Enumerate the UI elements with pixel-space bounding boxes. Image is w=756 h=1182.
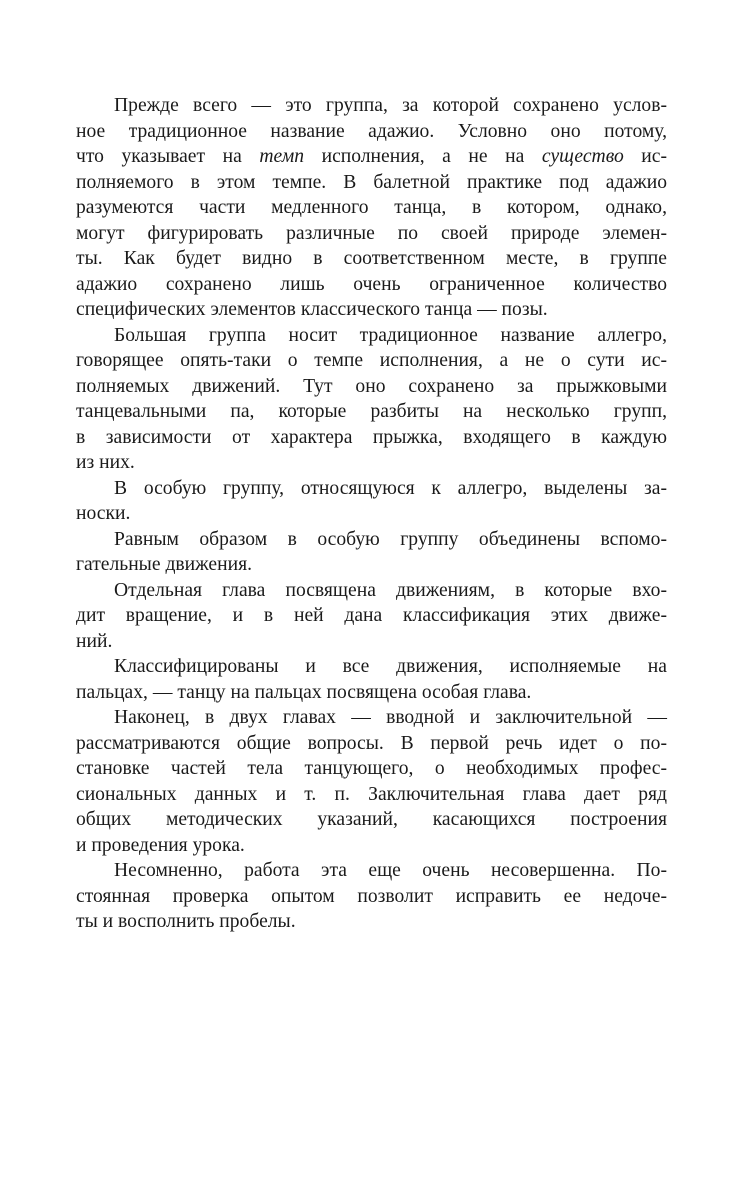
text-fragment: Большая группа носит традиционное название аллегро, — [114, 324, 667, 346]
text-line — [76, 807, 667, 833]
text-line — [76, 731, 667, 757]
text-line — [76, 297, 667, 323]
text-fragment: носки. — [76, 503, 131, 524]
text-fragment: ты и восполнить пробелы. — [76, 911, 296, 932]
text-line — [76, 476, 667, 502]
text-line — [76, 399, 667, 425]
text-fragment: ное традиционное название адажио. Условно оно потому, — [76, 120, 667, 142]
text-fragment: исполнения, а не на — [304, 146, 542, 167]
text-fragment: адажио сохранено лишь очень ограниченное количество — [76, 273, 667, 295]
text-fragment: Прежде всего — это группа, за которой сохранено услов- — [114, 95, 667, 116]
paragraph — [76, 578, 667, 655]
text-fragment: ты. Как будет видно в соответственном месте, в группе — [76, 248, 667, 269]
paragraph — [76, 705, 667, 858]
text-fragment: говорящее опять-таки о темпе исполнения, а не о сути ис- — [76, 350, 667, 371]
text-line — [76, 374, 667, 400]
text-fragment: сиональных данных и т. п. Заключительная глава дает ряд — [76, 783, 667, 805]
text-fragment: в зависимости от характера прыжка, входящего в каждую — [76, 426, 667, 448]
text-line — [76, 246, 667, 272]
text-fragment: Равным образом в особую группу объединены вспомо- — [114, 528, 667, 550]
text-line — [76, 756, 667, 782]
italic-term: темп — [259, 146, 305, 167]
text-fragment: из них. — [76, 452, 135, 473]
text-fragment: могут фигурировать различные по своей природе элемен- — [76, 222, 667, 244]
text-line — [76, 527, 667, 553]
text-fragment: общих методических указаний, касающихся построения — [76, 809, 667, 830]
text-line — [76, 909, 667, 935]
paragraph — [76, 476, 667, 527]
text-line — [76, 170, 667, 196]
text-fragment: дит вращение, и в ней дана классификация этих движе- — [76, 605, 667, 626]
text-line — [76, 603, 667, 629]
text-line — [76, 450, 667, 476]
text-line — [76, 348, 667, 374]
text-line — [76, 629, 667, 655]
text-fragment: Наконец, в двух главах — вводной и заключительной — — [114, 707, 667, 728]
text-fragment: специфических элементов классического танца — позы. — [76, 299, 548, 320]
text-fragment: полняемого в этом темпе. В балетной практике под адажио — [76, 171, 667, 193]
text-fragment: полняемых движений. Тут оно сохранено за прыжковыми — [76, 375, 667, 397]
text-line — [76, 782, 667, 808]
paragraph — [76, 858, 667, 935]
paragraph — [76, 323, 667, 476]
text-fragment: стоянная проверка опытом позволит исправить ее недоче- — [76, 885, 667, 907]
text-fragment: В особую группу, относящуюся к аллегро, выделены за- — [114, 477, 667, 499]
text-fragment: Несомненно, работа эта еще очень несовершенна. По- — [114, 860, 667, 881]
text-line — [76, 578, 667, 604]
text-line — [76, 221, 667, 247]
text-line — [76, 858, 667, 884]
text-fragment: рассматриваются общие вопросы. В первой речь идет о по- — [76, 732, 667, 754]
text-line — [76, 705, 667, 731]
page-body — [76, 93, 667, 935]
text-line — [76, 884, 667, 910]
text-fragment: разумеются части медленного танца, в котором, однако, — [76, 197, 667, 218]
text-line — [76, 501, 667, 527]
paragraph — [76, 93, 667, 323]
text-line — [76, 552, 667, 578]
text-line — [76, 144, 667, 170]
text-fragment: Классифицированы и все движения, исполняемые на — [114, 656, 667, 677]
text-fragment: Отдельная глава посвящена движениям, в которые вхо- — [114, 579, 667, 601]
text-line — [76, 195, 667, 221]
text-line — [76, 272, 667, 298]
paragraph — [76, 527, 667, 578]
text-line — [76, 680, 667, 706]
paragraph — [76, 654, 667, 705]
text-fragment: становке частей тела танцующего, о необходимых профес- — [76, 758, 667, 779]
text-fragment: ний. — [76, 630, 113, 652]
text-line — [76, 93, 667, 119]
text-fragment: и проведения урока. — [76, 834, 245, 856]
italic-term: существо — [541, 146, 624, 167]
text-fragment: танцевальными па, которые разбиты на несколько групп, — [76, 401, 667, 422]
text-fragment: пальцах, — танцу на пальцах посвящена особая глава. — [76, 681, 532, 703]
text-fragment: ис- — [623, 146, 668, 167]
text-fragment: что указывает на — [76, 146, 260, 167]
text-fragment: гательные движения. — [76, 554, 253, 575]
text-line — [76, 654, 667, 680]
text-line — [76, 323, 667, 349]
text-line — [76, 119, 667, 145]
text-line — [76, 425, 667, 451]
text-line — [76, 833, 667, 859]
